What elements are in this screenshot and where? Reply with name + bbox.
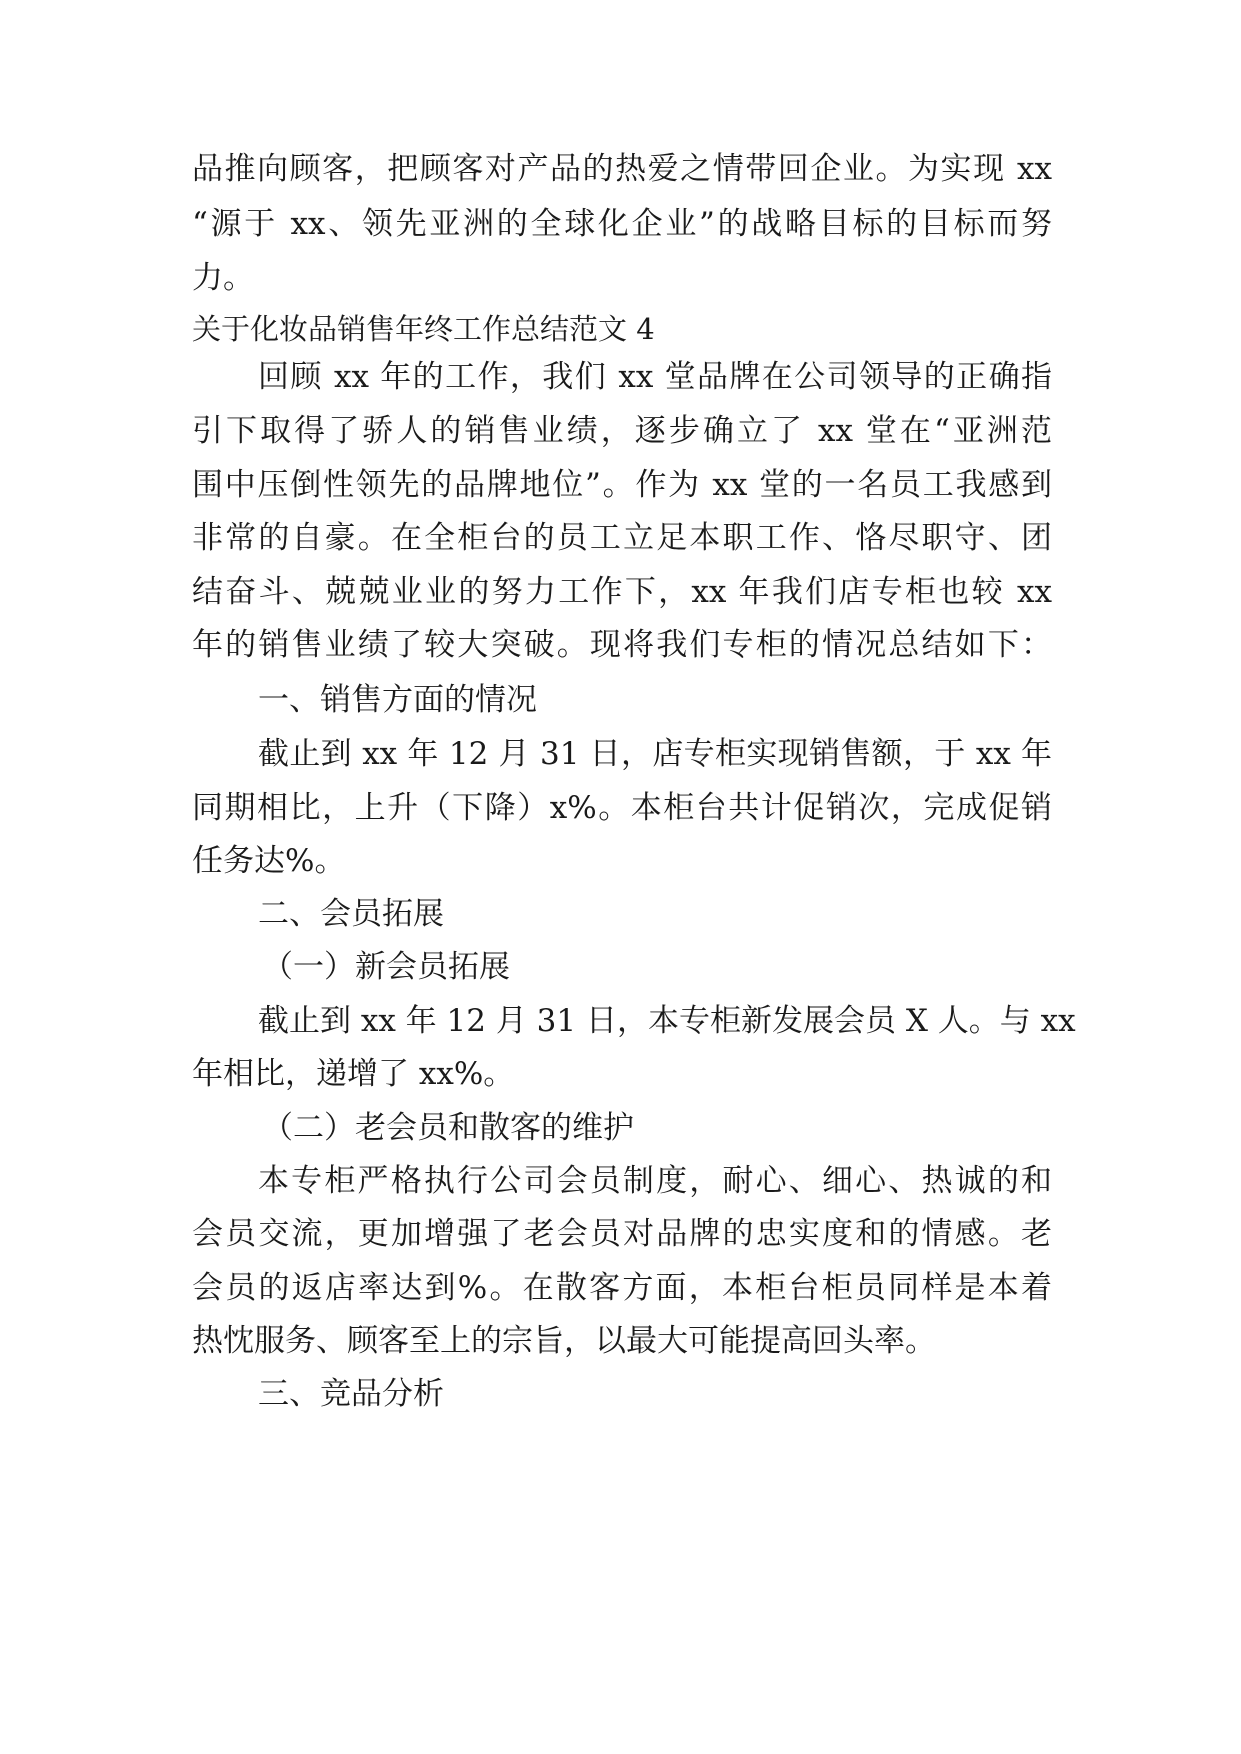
section-heading: 一、销售方面的情况 [258,682,537,718]
section-title: 关于化妆品销售年终工作总结范文 4 [192,312,655,346]
paragraph-line: “源于 xx、领先亚洲的全球化企业”的战略目标的目标而努 [192,206,1052,242]
section-heading: 三、竞品分析 [258,1376,444,1412]
section-heading: 二、会员拓展 [258,896,444,932]
paragraph-line: 回顾 xx 年的工作，我们 xx 堂品牌在公司领导的正确指 [258,359,1052,395]
paragraph-line: 会员的返店率达到%。在散客方面，本柜台柜员同样是本着 [192,1270,1052,1306]
subsection-heading: （二）老会员和散客的维护 [262,1110,634,1146]
paragraph-line: 品推向顾客，把顾客对产品的热爱之情带回企业。为实现 xx [192,151,1052,187]
paragraph-line: 任务达%。 [192,843,346,879]
paragraph-line: 截止到 xx 年 12 月 31 日，店专柜实现销售额，于 xx 年 [258,736,1052,772]
paragraph-line: 非常的自豪。在全柜台的员工立足本职工作、恪尽职守、团 [192,520,1052,556]
paragraph-line: 引下取得了骄人的销售业绩，逐步确立了 xx 堂在“亚洲范 [192,413,1052,449]
paragraph-line: 围中压倒性领先的品牌地位”。作为 xx 堂的一名员工我感到 [192,467,1052,503]
paragraph-line: 力。 [192,260,254,296]
paragraph-line: 本专柜严格执行公司会员制度，耐心、细心、热诚的和 [258,1163,1052,1199]
paragraph-line: 热忱服务、顾客至上的宗旨，以最大可能提高回头率。 [192,1323,936,1359]
paragraph-line: 结奋斗、兢兢业业的努力工作下，xx 年我们店专柜也较 xx [192,574,1052,610]
paragraph-line: 年相比，递增了 xx%。 [192,1056,515,1092]
subsection-heading: （一）新会员拓展 [262,949,510,985]
paragraph-line: 同期相比，上升（下降）x%。本柜台共计促销次，完成促销 [192,790,1052,826]
paragraph-line: 年的销售业绩了较大突破。现将我们专柜的情况总结如下： [192,627,1052,663]
paragraph-line: 截止到 xx 年 12 月 31 日，本专柜新发展会员 X 人。与 xx [258,1003,1076,1039]
paragraph-line: 会员交流，更加增强了老会员对品牌的忠实度和的情感。老 [192,1216,1052,1252]
